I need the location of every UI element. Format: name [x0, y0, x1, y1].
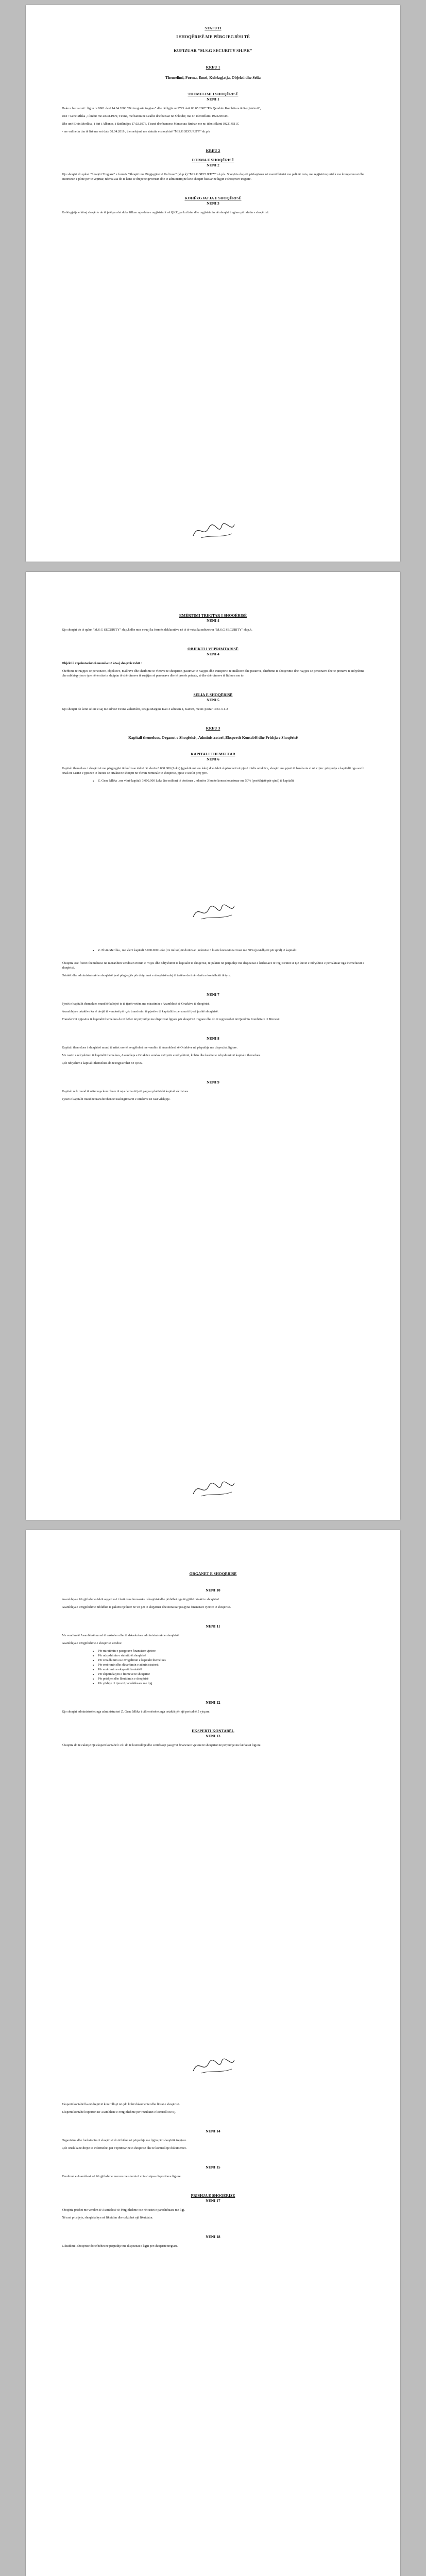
kapitali-themeltar-heading: KAPITALI THEMELTAR	[191, 752, 235, 756]
neni-4b-heading: NENI 4	[207, 652, 219, 656]
objekti-paragraph-1: Shërbime të ruajtjes së personave, objekteve, mallrave dhe shërbime të vlerave të shoqërisë, pasurive të ruajtjes dhe transportit të mallrave dhe pasurive, shërbime të shoqërimit dhe ruajtjes së personave dhe të pronave të ndryshme dhe mbikëqyrjen e tyre në territorin shqiptar të shërbimeve të ruajtjes së personave dhe të pronës private, si dhe shërbimeve të lidhura me to.	[62, 669, 364, 677]
neni-7-paragraph-2: Asambleja e ortakëve ka të drejtë të vendosë për çdo transferim të pjesëve të kapitalit te persona të tjerë jashtë shoqërisë.	[62, 1010, 219, 1013]
kapitali-paragraph-3: Ortakët dhe administratorët e shoqërisë janë përgjegjës për detyrimet e shoqërisë ndaj të tretëve deri në vlerën e kontributit të tyre.	[62, 974, 231, 977]
list-item: • Për emërimin e ekspertit kontabël	[98, 1667, 364, 1672]
eksperti-heading: EKSPERTI KONTABËL	[192, 1728, 234, 1733]
document-page-1	[26, 5, 400, 562]
list-item: • Për shpërndarjen e fitimeve të shoqërisë	[98, 1672, 364, 1676]
kapitali-paragraph-1: Kapitali themelues i shoqërisë me përgjegjësi të kufizuar është në vlerën 6.000.000 (Leke) (gjashtë milion leke) dhe është shpërndarë në pjesë midis ortakëve, shoqëri me pjesë të barabarta si në vijim: përqindja e kapitalit nga secili ortak në sasinë e pjesëve të kuotës së ortakut në shoqëri në vlerën nominale të shoqërisë, pjesë e secilit prej tyre.	[62, 767, 364, 775]
list-item: • Për çështje të tjera të parashikuara me ligj	[98, 1681, 364, 1686]
neni-14-paragraph-1: Organizimi dhe funksionimi i shoqërisë do të bëhet në përputhje me ligjin për shoqëritë tregtare.	[62, 2139, 187, 2142]
page-3-content-b	[62, 2102, 364, 2251]
themelimi-heading: THEMELIMI I SHOQËRISË	[188, 92, 238, 96]
page-2-content	[62, 613, 364, 786]
neni-11-heading: NENI 11	[206, 1624, 220, 1629]
neni-6-heading: NENI 6	[207, 757, 219, 761]
neni-7-heading: NENI 7	[207, 992, 219, 997]
list-item: • Për prishjen dhe likuidimin e shoqërisë	[98, 1676, 364, 1681]
kapitali-list-1	[62, 778, 364, 783]
kapitali-main-heading: Kapitali themelues, Organet e Shoqërisë , Administratori ,Ekspertit Kontabël dhe Prishja e Shoqërisë	[128, 735, 298, 740]
company-subtitle: KUFIZUAR "M.S.G SECURITY SH.P.K"	[174, 48, 252, 53]
asamblea-decisions-list	[62, 1649, 364, 1686]
neni-5-heading: NENI 5	[207, 698, 219, 702]
neni-8-heading: NENI 8	[207, 1036, 219, 1041]
emertimi-heading: EMËRTIMI TREGTAR I SHOQËRISË	[179, 613, 247, 618]
neni-14-heading: NENI 14	[206, 2129, 220, 2133]
themelimi-paragraph-2: Unë : Genc Mlika , i lindur më 28.08.1979, Tiranë, me banim në Lealbe dhe bazuar në Shkodër, me nr. identifikimi I92329031G	[62, 114, 229, 118]
list-item: • Për emërimin dhe shkarkimin e administratorit	[98, 1663, 364, 1667]
neni-13-paragraph-3: Eksperti kontabël raporton në Asamblenë e Përgjithshme për rezultatet e kontrollit të tij.	[62, 2110, 176, 2114]
list-item: • Për ndryshimin e statutit të shoqërisë	[98, 1653, 364, 1658]
neni-15-paragraph-1: Vendimet e Asamblesë së Përgjithshme merren me shumicë votash sipas dispozitave ligjore.	[62, 2175, 182, 2178]
organet-heading: ORGANET E SHOQËRISË	[189, 1571, 237, 1576]
neni-18-paragraph-1: Likuidimi i shoqërisë do të bëhet në përputhje me dispozitat e ligjit për shoqëritë tregtare.	[62, 2244, 178, 2248]
neni-18-heading: NENI 18	[206, 2234, 220, 2239]
neni-7-paragraph-3: Transferimi i pjesëve të kapitalit themelues do të bëhet në përputhje me dispozitat ligjore për shoqëritë tregtare dhe do të regjistrohet në Qendrën Kombëtare të Biznesit.	[62, 1018, 281, 1021]
neni-9-heading: NENI 9	[207, 1080, 219, 1084]
objekti-heading: OBJEKTI I VEPRIMTARISË	[188, 647, 238, 651]
page-1-content	[62, 26, 364, 218]
kapitali-list-item: • Z. Genc Mlika , me vlerë kapitali 3.000.000 Leke (tre milion) të dorëzuar , ndonëse 3 kuote konsesionarizuar me 50% (pesëdhjetë për qind) të kapitalit	[98, 778, 364, 783]
list-item: • Për zmadhimin ose zvogëlimin e kapitalit themelues	[98, 1658, 364, 1663]
selia-heading: SELIA E SHOQËRISË	[193, 692, 233, 697]
neni-9-paragraph-2: Pjesët e kapitalit mund të transferohen të trashëgimtarët e ortakëve në rast vdekjeje.	[62, 1097, 171, 1101]
company-title: I SHOQËRISË ME PËRGJEGJËSI TË	[176, 35, 250, 39]
kreu-2-heading: KREU 2	[206, 148, 220, 153]
page-3-content	[62, 1571, 364, 1751]
page-2-initials-signature-1	[191, 902, 237, 922]
neni-13-heading: NENI 13	[206, 1734, 220, 1738]
neni-17-heading: NENI 17	[206, 2198, 220, 2203]
forma-heading: FORMA E SHOQËRISË	[192, 158, 234, 162]
kohezgjatja-heading: KOHËZGJATJA E SHOQËRISË	[184, 196, 242, 200]
page-2-initials-signature-2	[191, 1479, 237, 1499]
selia-paragraph-1: Kjo shoqëri do kenë selinë e saj me adresë Tirana Zeherishti, Rruga Margine Kati 3 adresën 4, Kamëz, me nr. postar 1053-3-1-2	[62, 707, 228, 711]
neni-4a-heading: NENI 4	[207, 618, 219, 623]
neni-10-paragraph-1: Asambleja e Përgjithshme është organi më i lartë vendimmarrës i shoqërisë dhe përbëhet nga të gjithë ortakët e shoqërisë.	[62, 1598, 220, 1601]
neni-8-paragraph-2: Me rastin e ndryshimit të kapitalit themelues, Asambleja e Ortakëve vendos mënyrën e ndryshimit, kohën dhe kushtet e ndryshimit të kapitalit themelues.	[62, 1054, 261, 1057]
neni-9-paragraph-1: Kapitali nuk mund të rritet nga kontribute të reja derisa të jetë paguar plotësisht kapitali ekzistues.	[62, 1090, 189, 1093]
neni-10-paragraph-2: Asambleja e Përgjithshme mblidhet të paktën një herë në vit për të shqyrtuar dhe miratuar pasqyrat financiare vjetore të shoqërisë.	[62, 1605, 231, 1609]
prishja-heading: PRISHJA E SHOQËRISË	[191, 2193, 235, 2198]
neni-7-paragraph-1: Pjesët e kapitalit themelues mund të kalojnë te të tjerët vetëm me miratimin e Asamblesë së Ortakëve të shoqërisë.	[62, 1002, 210, 1006]
themelimi-paragraph-1: Duke u bazuar në : ligjin nr.9901 datë 14.04.2008 "Për tregtarët tregtare" dhe në ligjin nr.9723 datë 03.05.2007 "Për Qendrën Kombëtare të Regjistrimit",	[62, 107, 261, 110]
neni-11-paragraph-1: Me vendim të Asamblesë mund të caktohen dhe të shkarkohen administratorët e shoqërisë.	[62, 1634, 180, 1637]
neni-17-paragraph-2: Në rast prishjeje, shoqëria hyn në likuidim dhe caktohet një likuidator.	[62, 2216, 154, 2219]
neni-8-paragraph-1: Kapitali themelues i shoqërisë mund të rritet ose të zvogëlohet me vendim të Asamblesë së Ortakëve në përputhje me dispozitat ligjore.	[62, 1046, 238, 1049]
page-1-initials-signature	[191, 520, 237, 541]
page-2-content-b	[62, 948, 364, 1105]
list-item: • Për miratimin e pasqyrave financiare vjetore	[98, 1649, 364, 1653]
themelimi-paragraph-3: Dhe unë Elvin Merlika , i biri i Albanos, i datëlindjes 17.02.1976, Tiranë dhe banuese Mancoura Rruhan me nr. identifikimi I92214511C	[62, 122, 240, 126]
neni-12-heading: NENI 12	[206, 1700, 220, 1705]
neni-2-heading: NENI 2	[207, 163, 219, 167]
objekti-subheading: Objekti i veprimtarisë ekonomike të kësaj shoqërie është :	[62, 662, 142, 665]
neni-10-heading: NENI 10	[206, 1588, 220, 1592]
neni-8-paragraph-3: Çdo ndryshim i kapitalit themelues do të regjistrohet në QKB.	[62, 1061, 143, 1065]
document-page-2	[26, 572, 400, 1520]
page-3-initials-signature-1	[191, 2056, 237, 2076]
kapitali-list-item: • Z. Elvin Merlika , me vlerë kapitali 3.000.000 Leke (tre milion) të dorëzuar , ndonëse 3 kuote konsesionarizuar me 50% (pesëdhjetë për qind) të kapitalit	[98, 948, 364, 953]
statuti-title: STATUTI	[205, 26, 221, 30]
document-page-3	[26, 1530, 400, 2576]
kapitali-paragraph-2: Shoqëria ose fitoret themeluese në menaxhim vendosin ritmin e rritjes dhe ndryshimit të kapitalit të shoqërisë, të paktën në përputhje me dispozitat e kërkesave të regjistrimit si një kuotë e ndryshme e përcaktuar nga themeluesit e shoqërisë.	[62, 961, 364, 970]
neni-1-heading: NENI 1	[207, 97, 219, 101]
neni-11-paragraph-2: Asambleja e Përgjithshme e shoqërisë vendos:	[62, 1641, 122, 1645]
kreu-1-heading: KREU 1	[206, 65, 220, 70]
kohezgjatja-paragraph-1: Kohëzgjatja e kësaj shoqërie do të jetë pa afat duke filluar nga data e regjistrimit në QKR, pa kufizim dhe regjistrimin në shoqëri tregtare për afatin e shoqërisë.	[62, 211, 269, 214]
kreu-1-subheading: Themelimi, Forma, Emri, Kohëzgjatja, Objekti dhe Selia	[165, 75, 261, 80]
neni-15-heading: NENI 15	[206, 2165, 220, 2170]
forma-paragraph-1: Kjo shoqëri do quhet "Shoqëri Tregtare" e formës "Shoqëri me Përgjegjësi të Kufizuar" (sh.p.k) "M.S.G SECURITY" sh.p.k. Shoqëria do jetë përfaqësuar në marrëdhëniet me palë të treta, me regjistrim juridik me kompetencat dhe autoritetin e plotë për të vepruar, ndërsa ata do të kenë të drejtë të qeverisin dhe të administrojnë këtë shoqëri bazuar në ligjin e shoqërive tregtare.	[62, 173, 364, 181]
themelimi-paragraph-4: - me vullnetin tim të lirë me sot date 08.04.2019 , themelojmë me statutin e shoqërisë "M.S.G SECURITY" sh.p.k	[62, 130, 210, 133]
neni-14-paragraph-2: Çdo ortak ka të drejtë të informohet për veprimtarinë e shoqërisë dhe të kontrollojë dokumentet.	[62, 2146, 187, 2150]
neni-13-paragraph-2: Eksperti kontabël ka të drejtë të kontrollojë në çdo kohë dokumentet dhe librat e shoqërisë.	[62, 2103, 180, 2106]
neni-13-paragraph-1: Shoqëria do të caktojë një ekspert kontabël i cili do të kontrollojë dhe certifikojë pasqyrat financiare vjetore të shoqërisë në përputhje me kërkesat ligjore.	[62, 1743, 262, 1747]
kreu-3-heading: KREU 3	[206, 726, 220, 731]
kapitali-list-2	[62, 948, 364, 953]
neni-3-heading: NENI 3	[207, 201, 219, 206]
emertimi-paragraph-1: Kjo shoqëri do të quhet "M.S.G SECURITY" sh.p.k dhe mos e ruaj ka formën deklaratëve në të të vetat ku mbizotror "M.S.G SECURITY" sh.p.k.	[62, 628, 252, 632]
neni-17-paragraph-1: Shoqëria prishet me vendim të Asamblesë së Përgjithshme ose në rastet e parashikuara me ligj.	[62, 2208, 185, 2212]
neni-12-paragraph-1: Kjo shoqëri administrohet nga administratori Z. Genc Mlika i cili emërohet nga ortakët për një periudhë 5 vjeçare.	[62, 1710, 210, 1714]
